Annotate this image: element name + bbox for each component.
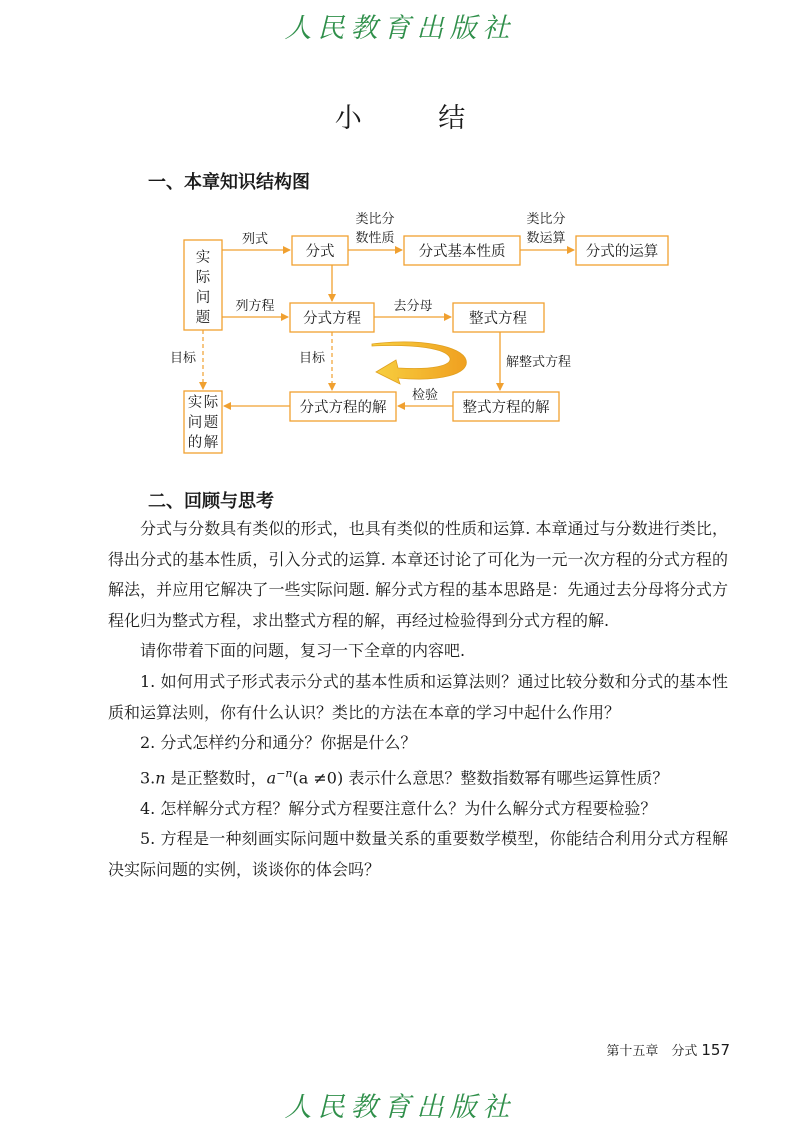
label-list-equation: 列方程 <box>235 299 275 314</box>
box-real-solution-char: 解 <box>203 435 219 451</box>
label-solve-integral: 解整式方程 <box>506 355 572 370</box>
box-integral-solution-label: 整式方程的解 <box>462 400 550 416</box>
question-3-exponent: −n <box>276 766 293 780</box>
box-real-problem-char: 题 <box>195 310 211 326</box>
box-real-solution-char: 的 <box>187 435 203 451</box>
review-text <box>108 514 728 885</box>
box-fraction-solution-label: 分式方程的解 <box>299 400 387 416</box>
label-analogy-property-line2: 数性质 <box>355 231 395 246</box>
box-real-problem-char: 问 <box>195 290 211 306</box>
page-footer <box>560 1040 730 1059</box>
label-check: 检验 <box>411 388 439 403</box>
question-3-var-n: n <box>155 768 166 788</box>
box-real-solution-char: 问 <box>187 415 203 431</box>
box-fraction-equation-label: 分式方程 <box>303 311 361 327</box>
question-3 <box>108 759 728 794</box>
publisher-logo-bottom: 人民教育出版社 <box>284 1092 516 1123</box>
label-goal-left: 目标 <box>169 351 197 366</box>
box-basic-property-label: 分式基本性质 <box>418 244 506 260</box>
box-operations-label: 分式的运算 <box>585 244 659 260</box>
label-analogy-property-line1: 类比分 <box>355 212 395 227</box>
question-2: 2. 分式怎样约分和通分？你据是什么？ <box>140 733 417 753</box>
section-heading-structure: 一、本章知识结构图 <box>148 172 310 193</box>
box-fraction-label: 分式 <box>305 244 335 260</box>
publisher-logo-top: 人民教育出版社 <box>284 13 516 44</box>
box-real-solution-char: 际 <box>203 395 219 411</box>
swoosh-arrow-icon <box>372 342 466 384</box>
box-real-problem-char: 际 <box>195 270 211 286</box>
question-3-text-a: 是正整数时， <box>165 768 267 788</box>
knowledge-structure-diagram <box>0 200 800 470</box>
paragraph-prompt: 请你带着下面的问题，复习一下全章的内容吧. <box>140 641 466 661</box>
box-real-solution-char: 题 <box>203 415 219 431</box>
label-remove-denominator: 去分母 <box>393 299 433 314</box>
question-4: 4. 怎样解分式方程？解分式方程要注意什么？为什么解分式方程要检验？ <box>140 798 657 818</box>
question-5: 5. 方程是一种刻画实际问题中数量关系的重要数学模型，你能结合利用分式方程解决实际问题的实例，谈谈你的体会吗？ <box>108 829 728 879</box>
label-goal-mid: 目标 <box>298 351 326 366</box>
question-3-condition: (a ≠0) <box>292 768 344 788</box>
page-title: 小 结 <box>334 103 500 134</box>
question-1: 1. 如何用式子形式表示分式的基本性质和运算法则？通过比较分数和分式的基本性质和运算法则，你有什么认识？类比的方法在本章的学习中起什么作用？ <box>108 671 728 722</box>
box-real-problem-char: 实 <box>195 250 211 266</box>
footer-chapter: 第十五章 分式 <box>606 1044 698 1059</box>
page-number: 157 <box>701 1041 730 1059</box>
paragraph-intro: 分式与分数具有类似的形式，也具有类似的性质和运算. 本章通过与分数进行类比，得出分式的基本性质，引入分式的运算. 本章还讨论了可化为一元一次方程的分式方程的解法，并应用它解决了一些实际问题. 解分式方程的基本思路是：先通过去分母将分式方程化归为整式方程，求出整式方程的解，再经过检验得到分式方程的解. <box>108 519 728 630</box>
box-real-solution-char: 实 <box>187 395 203 411</box>
label-analogy-ops-line1: 类比分 <box>526 212 566 227</box>
label-analogy-ops-line2: 数运算 <box>526 231 566 246</box>
section-heading-review: 二、回顾与思考 <box>148 491 274 512</box>
box-integral-equation-label: 整式方程 <box>469 311 527 327</box>
label-list-expr: 列式 <box>241 232 269 247</box>
question-3-text-b: 表示什么意思？整数指数幂有哪些运算性质？ <box>343 768 669 788</box>
question-3-number: 3. <box>140 768 156 788</box>
question-3-var-a: a <box>266 768 277 788</box>
